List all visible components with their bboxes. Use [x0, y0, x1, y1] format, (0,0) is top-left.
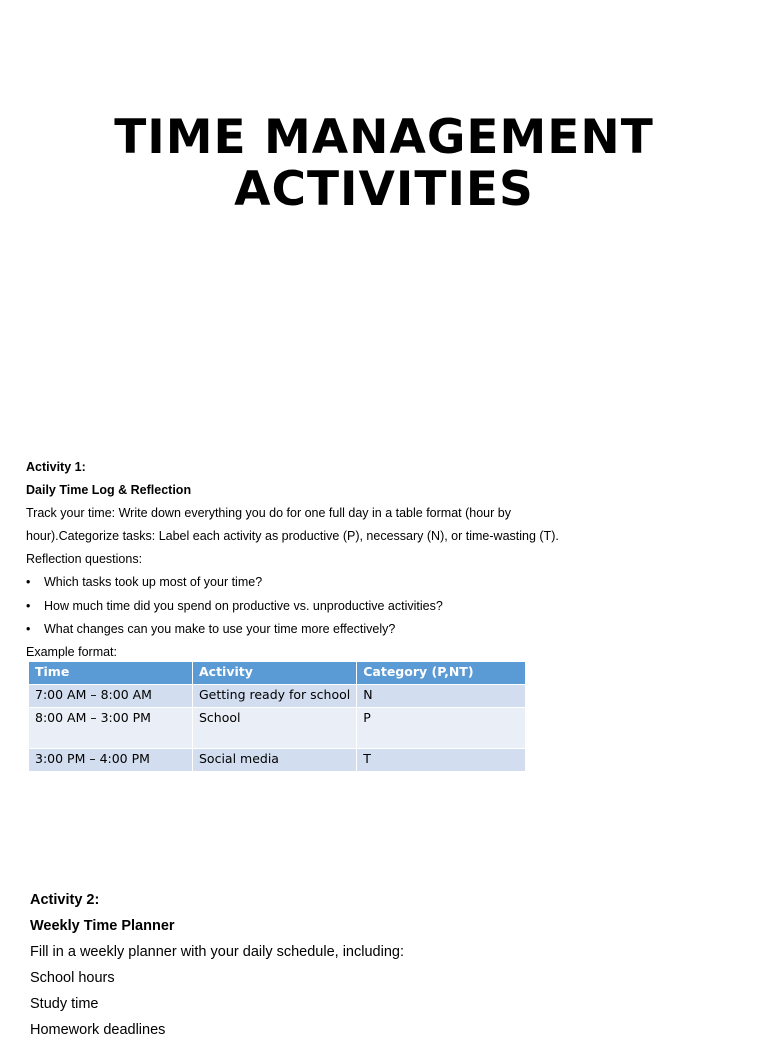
cell-category: P: [357, 708, 526, 749]
table-header-row: [29, 662, 526, 685]
planner-item: Study time: [30, 996, 99, 1012]
bullet-icon: •: [26, 575, 31, 590]
cell-activity: School: [193, 708, 357, 749]
cell-activity: Getting ready for school: [193, 685, 357, 708]
title-line-1: TIME MANAGEMENT: [114, 110, 654, 165]
header-time: Time: [29, 662, 193, 685]
header-activity: Activity: [193, 662, 357, 685]
cell-time: 8:00 AM – 3:00 PM: [29, 708, 193, 749]
activity-1-label: Activity 1:: [26, 460, 86, 474]
cell-time: 3:00 PM – 4:00 PM: [29, 749, 193, 772]
bullet-item: [26, 595, 746, 618]
activity-1-body-line-1: Track your time: Write down everything you do for one full day in a table format (hour by: [26, 506, 511, 521]
bullet-text: Which tasks took up most of your time?: [44, 575, 263, 590]
table-row: [29, 749, 526, 772]
cell-category: T: [357, 749, 526, 772]
table-row: [29, 708, 526, 749]
activity-1-heading: Daily Time Log & Reflection: [26, 483, 192, 498]
bullet-icon: •: [26, 598, 31, 613]
cell-category: N: [357, 685, 526, 708]
cell-activity: Social media: [193, 749, 357, 772]
bullet-item: [26, 618, 746, 641]
bullet-text: How much time did you spend on productive vs. unproductive activities?: [44, 598, 443, 613]
header-category: Category (P,NT): [357, 662, 526, 685]
planner-item: School hours: [30, 970, 115, 986]
activity-2-label: Activity 2:: [30, 892, 100, 908]
reflection-label: Reflection questions:: [26, 552, 143, 567]
activity-2-section: [30, 887, 730, 1043]
time-log-table: [29, 662, 526, 772]
bullet-icon: •: [26, 621, 31, 636]
document-title: [0, 112, 768, 216]
planner-item: Homework deadlines: [30, 1022, 166, 1038]
bullet-item: [26, 571, 746, 594]
example-format-label: Example format:: [26, 644, 118, 659]
activity-2-heading: Weekly Time Planner: [30, 918, 175, 934]
activity-1-body-line-2: hour).Categorize tasks: Label each activity as productive (P), necessary (N), or time-wasting (T).: [26, 529, 559, 544]
activity-2-intro: Fill in a weekly planner with your daily schedule, including:: [30, 944, 404, 960]
title-line-2: ACTIVITIES: [234, 162, 534, 217]
table-row: [29, 685, 526, 708]
cell-time: 7:00 AM – 8:00 AM: [29, 685, 193, 708]
bullet-text: What changes can you make to use your time more effectively?: [44, 621, 396, 636]
activity-1-section: [26, 456, 746, 664]
